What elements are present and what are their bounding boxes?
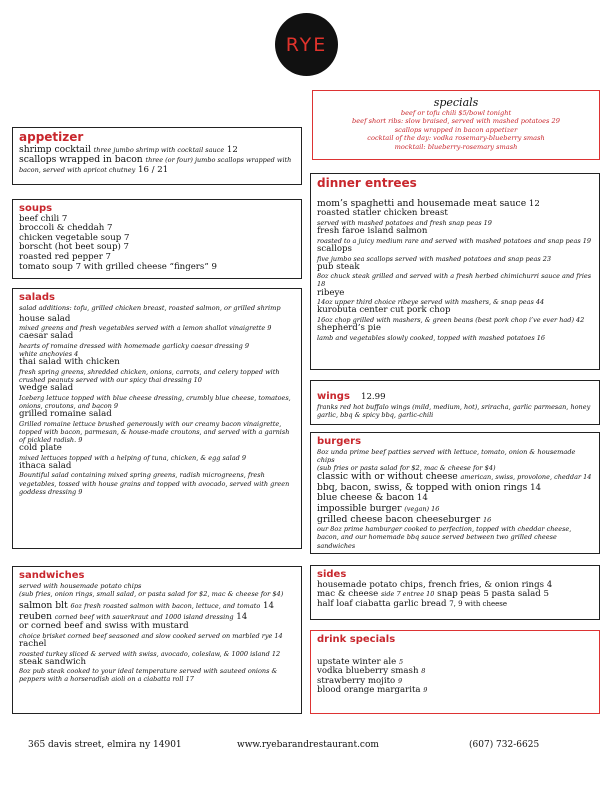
drinks-box <box>310 630 600 714</box>
footer-address: 365 davis street, elmira ny 14901 <box>28 740 182 750</box>
entree-item <box>317 245 593 263</box>
item-name: house salad <box>19 313 71 324</box>
burgers-intro: 8oz unda prime beef patties served with lettuce, tomato, onion & housemade chips <box>317 447 576 464</box>
item-extra: white anchovies 4 <box>19 350 79 359</box>
item-desc: choice brisket corned beef seasoned and slow cooked served on marbled rye 14 <box>19 631 283 640</box>
burgers-intro-sub: (sub fries or pasta salad for $2, mac & cheese for $4) <box>317 463 496 472</box>
burgers-title: burgers <box>317 436 362 447</box>
sides-title: sides <box>317 569 347 580</box>
burger-item <box>317 515 593 550</box>
item-name: thai salad with chicken <box>19 357 120 368</box>
item-name: grilled cheese bacon cheeseburger <box>317 513 481 525</box>
item-desc: corned beef with sauerkraut and 1000 island dressing <box>54 612 234 621</box>
item-price: 16 / 21 <box>137 165 169 176</box>
item-desc: Iceberg lettuce topped with blue cheese dressing, crumbly blue cheese, tomatoes, onions, croutons, and bacon 9 <box>19 393 291 410</box>
appetizer-box <box>12 127 302 185</box>
item-extra: our 8oz prime hamburger cooked to perfection, topped with cheddar cheese, bacon, and our homemade bbq sauce served between two grilled cheese sandwiches <box>317 525 572 550</box>
salad-item <box>19 462 295 496</box>
item-name: pub steak <box>317 261 360 272</box>
entrees-title: dinner entrees <box>317 176 417 190</box>
salad-item <box>19 444 295 462</box>
item-desc: 6oz fresh roasted salmon with bacon, lettuce, and tomato <box>70 601 261 610</box>
item-price: 14 <box>262 600 274 611</box>
wings-header <box>317 384 593 403</box>
drink-name: vodka blueberry smash <box>317 666 419 677</box>
soup-item: tomato soup 7 with grilled cheese “fingers” 9 <box>19 261 217 272</box>
item-name: caesar salad <box>19 331 74 342</box>
item-name: ribeye <box>317 287 345 298</box>
sandwich-item <box>19 640 295 658</box>
item-desc: Bountiful salad containing mixed spring greens, radish microgreens, fresh vegetables, tossed with house grains and topped with avocado, served with green goddess dressing 9 <box>19 471 290 496</box>
wings-desc: franks red hot buffalo wings (mild, medium, hot), sriracha, garlic parmesan, honey garlic, bbq & spicy bbq, garlic-chili <box>317 403 591 420</box>
soup-item: borscht (hot beet soup) 7 <box>19 242 130 253</box>
item-name: fresh faroe island salmon <box>317 226 428 237</box>
mac-cheese: mac & cheese <box>317 589 379 600</box>
specials-line: scallops wrapped in bacon appetizer <box>394 125 518 134</box>
specials-box <box>312 90 600 160</box>
item-name: reuben <box>19 610 52 622</box>
entrees-box <box>310 173 600 370</box>
drink-price: 9 <box>397 676 403 685</box>
item-name: impossible burger <box>317 503 402 515</box>
footer-website[interactable]: www.ryebarandrestaurant.com <box>237 740 379 750</box>
item-name: bbq, bacon, swiss, & topped with onion rings <box>317 481 528 493</box>
item-desc: roasted to a juicy medium rare and served with mashed potatoes and snap peas 19 <box>317 236 592 245</box>
item-desc: fresh spring greens, shredded chicken, onions, carrots, and celery topped with crushed peanuts served with our spicy thai dressing 10 <box>19 367 280 385</box>
specials-line: cocktail of the day: vodka rosemary-blueberry smash <box>367 134 545 143</box>
wings-title: wings <box>317 391 350 402</box>
item-name: classic with or without cheese <box>317 471 458 483</box>
drink-name: blood orange margarita <box>317 685 421 696</box>
sandwiches-title: sandwiches <box>19 570 85 581</box>
drink-price: 8 <box>421 667 426 676</box>
logo-text: RYE <box>285 33 328 56</box>
sandwiches-intro: served with housemade potato chips <box>19 581 142 590</box>
drink-name: upstate winter ale <box>317 656 397 667</box>
item-desc: served with mashed potatoes and fresh snap peas 19 <box>317 219 492 228</box>
soup-item: broccoli & cheddah 7 <box>19 223 113 234</box>
item-name: grilled romaine salad <box>19 409 112 420</box>
item-desc: 16oz chop grilled with mashers, & green beans (best pork chop i’ve ever had) 42 <box>317 315 585 324</box>
drink-price: 9 <box>423 686 428 695</box>
drink-price: 5 <box>399 657 404 666</box>
sandwich-item <box>19 658 295 684</box>
menu-item <box>19 155 295 175</box>
sandwiches-intro-sub: (sub fries, onion rings, small salad, or pasta salad for $2, mac & cheese for $4) <box>19 589 284 598</box>
specials-line: beef or tofu chili $5/bowl tonight <box>400 109 512 117</box>
salad-item <box>19 315 295 333</box>
item-name: shepherd’s pie <box>317 323 381 334</box>
drinks-title: drink specials <box>317 634 396 645</box>
soup-item: chicken vegetable soup 7 <box>19 232 130 243</box>
entree-item <box>317 263 593 289</box>
wings-box <box>310 380 600 425</box>
item-name: ithaca salad <box>19 460 72 471</box>
soups-title: soups <box>19 203 53 214</box>
item-desc: lamb and vegetables slowly cooked, topped with mashed potatoes 16 <box>317 333 546 342</box>
salad-item <box>19 332 295 358</box>
item-desc: roasted turkey sliced & served with swiss, avocado, coleslaw, & 1000 island 12 <box>19 649 281 658</box>
item-desc: (vegan) 16 <box>404 505 440 514</box>
item-desc: 14 <box>416 493 428 504</box>
item-name: shrimp cocktail <box>19 143 91 155</box>
entree-item <box>317 209 593 227</box>
item-desc: 14oz upper third choice ribeye served with mashers, & snap peas 44 <box>317 298 545 307</box>
item-name: scallops <box>317 243 352 254</box>
salads-box <box>12 288 302 549</box>
wings-price: 12.99 <box>361 392 386 402</box>
salads-title: salads <box>19 292 55 303</box>
item-desc: hearts of romaine dressed with homemade garlicky caesar dressing 9 <box>19 342 250 351</box>
specials-title: specials <box>433 96 479 109</box>
appetizer-title: appetizer <box>19 130 84 144</box>
entree-item <box>317 227 593 245</box>
snap-peas-pasta: snap peas 5 pasta salad 5 <box>437 589 549 600</box>
item-name: or corned beef and swiss with mustard <box>19 621 189 632</box>
item-desc: three jumbo shrimp with cocktail sauce <box>93 145 225 154</box>
salad-item <box>19 384 295 410</box>
salad-item <box>19 410 295 444</box>
mac-cheese-price: side 7 entree 10 <box>380 590 435 599</box>
item-name: rachel <box>19 638 47 649</box>
garlic-bread-price: 7, 9 with cheese <box>449 599 507 608</box>
salad-item <box>19 358 295 384</box>
soup-item: beef chili 7 <box>19 213 68 224</box>
sandwich-item <box>19 601 295 612</box>
item-name: salmon blt <box>19 599 68 611</box>
item-desc: american, swiss, provolone, cheddar 14 <box>460 473 592 482</box>
rye-logo <box>275 13 338 76</box>
footer-phone[interactable]: (607) 732-6625 <box>469 740 540 750</box>
sides-line: housemade potato chips, french fries, & onion rings 4 <box>317 579 553 590</box>
item-desc: 14 <box>530 482 541 493</box>
burgers-box <box>310 432 600 554</box>
specials-line: mocktail: blueberry-rosemary smash <box>394 142 518 151</box>
item-desc: three (or four) jumbo scallops wrapped with bacon, served with apricot chutney <box>19 156 292 175</box>
item-desc: mixed lettuces topped with a helping of tuna, chicken, & egg salad 9 <box>19 453 246 462</box>
item-desc: five jumbo sea scallops served with mashed potatoes and snap peas 23 <box>317 254 552 263</box>
drink-item <box>317 686 593 696</box>
soups-box <box>12 199 302 279</box>
item-desc: 16 <box>482 515 492 524</box>
item-desc: mixed greens and fresh vegetables served with a lemon shallot vinaigrette 9 <box>19 324 272 333</box>
salad-additions: salad additions: tofu, grilled chicken breast, roasted salmon, or grilled shrimp <box>19 303 281 312</box>
entree-item <box>317 306 593 324</box>
item-name: wedge salad <box>19 383 74 394</box>
item-price: 12 <box>226 144 238 155</box>
item-name: kurobuta center cut pork chop <box>317 305 451 316</box>
item-name: roasted statler chicken breast <box>317 208 448 219</box>
item-name: steak sandwich <box>19 656 87 667</box>
item-name: blue cheese & bacon <box>317 492 415 504</box>
specials-line: beef short ribs: slow braised, served with mashed potatoes 29 <box>352 117 560 126</box>
item-price: 14 <box>236 611 248 622</box>
sandwiches-box <box>12 566 302 714</box>
entree-item <box>317 289 593 307</box>
item-desc: Grilled romaine lettuce brushed generously with our creamy bacon vinaigrette, topped with bacon, parmesan, & house-made croutons, and served with a garnish of pickled radish. 9 <box>19 419 290 444</box>
sides-box <box>310 565 600 620</box>
item-name: scallops wrapped in bacon <box>19 154 143 166</box>
item-desc: 8oz chuck steak grilled and served with a fresh herbed chimichurri sauce and fries 18 <box>317 272 592 289</box>
sides-line <box>317 600 593 610</box>
drink-name: strawberry mojito <box>317 675 396 686</box>
item-name: cold plate <box>19 443 62 454</box>
soup-item: roasted red pepper 7 <box>19 252 111 262</box>
entree-item <box>317 324 593 342</box>
item-desc: 8oz pub steak cooked to your ideal temperature served with sauteed onions & peppers with a horseradish aioli on a ciabatta roll 17 <box>19 667 278 684</box>
item-name: mom’s spaghetti and housemade meat sauce <box>317 197 527 209</box>
sandwich-item <box>19 622 295 640</box>
garlic-bread: half loaf ciabatta garlic bread <box>317 598 447 609</box>
item-price: 12 <box>528 198 540 209</box>
